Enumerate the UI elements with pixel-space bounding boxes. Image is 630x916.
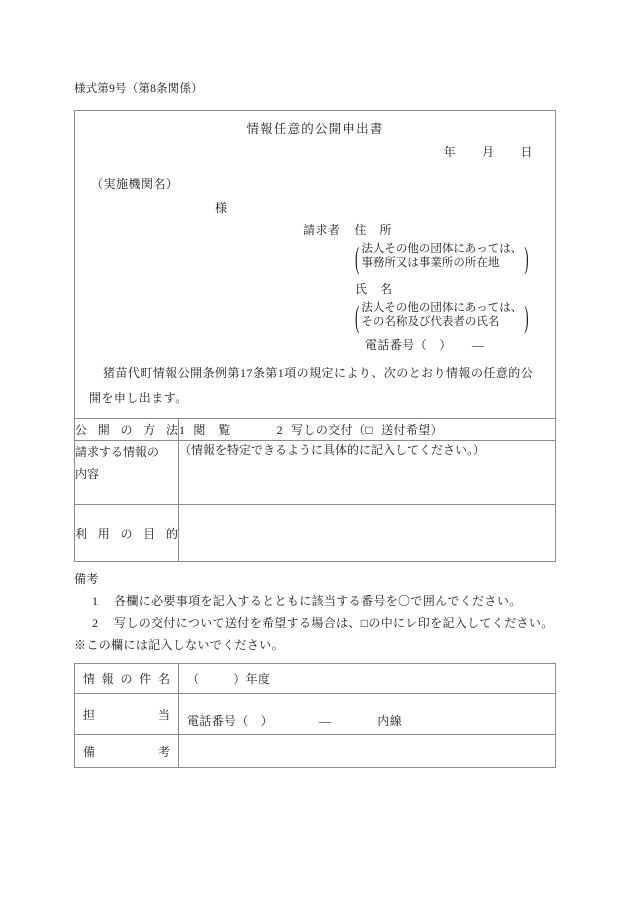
name-note-line1: 法人その他の団体にあっては、 <box>361 302 523 314</box>
staff-row <box>75 694 556 735</box>
office-remarks-field[interactable] <box>179 735 556 768</box>
content-hint-text: （情報を特定できるように具体的に記入してください。） <box>179 443 486 457</box>
label-char: 開 <box>97 423 110 437</box>
name-note <box>355 297 551 333</box>
disclosure-method-row <box>75 419 556 441</box>
office-use-table <box>74 663 556 768</box>
form-header-cell <box>75 111 556 419</box>
option-1-number: 1 <box>179 423 186 437</box>
office-remarks-row <box>75 735 556 768</box>
label-char: 方 <box>143 423 156 437</box>
disclosure-method-label <box>75 419 179 441</box>
telephone-dash: ― <box>471 338 485 352</box>
applicant-name-row <box>303 280 551 297</box>
date-month-label: 月 <box>481 145 495 159</box>
label-char: 用 <box>97 526 110 541</box>
staff-label-left: 担 <box>83 707 96 722</box>
applicant-address-row <box>303 221 551 238</box>
telephone-row <box>365 336 551 353</box>
name-note-text <box>361 301 522 329</box>
label-char: 名 <box>157 672 170 686</box>
address-note <box>355 238 551 274</box>
office-remarks-label <box>75 735 179 768</box>
fiscal-year-paren-close: ）年度 <box>233 672 271 686</box>
requested-content-field[interactable] <box>179 441 556 505</box>
remarks-item-1-number: 1 <box>92 594 99 608</box>
remarks-section <box>74 568 574 656</box>
statement-body: 猪苗代町情報公開条例第17条第1項の規定により、次のとおり情報の任意的公開を申し出ます。 <box>89 366 534 405</box>
disclosure-method-options[interactable] <box>179 419 556 441</box>
bracket-left-icon: ( <box>355 297 360 333</box>
office-use-note: ※この欄には記入しないでください。 <box>74 638 284 652</box>
document-title: 情報任意的公開申出書 <box>246 122 384 136</box>
content-label-line1: 請求する情報の <box>75 445 160 459</box>
office-remarks-label-right: 考 <box>157 744 170 759</box>
purpose-label <box>75 505 179 562</box>
form-header-row <box>75 111 556 419</box>
name-note-line2: その名称及び代表者の氏名 <box>361 316 500 328</box>
staff-label-right: 当 <box>157 707 170 722</box>
address-label: 住 所 <box>354 223 393 237</box>
requester-label: 請求者 <box>303 223 341 237</box>
application-form-table <box>74 110 556 562</box>
label-char: 情 <box>83 672 96 686</box>
subject-label <box>75 664 179 694</box>
remarks-item-1-text: 各欄に必要事項を記入するとともに該当する番号を〇で囲んでください。 <box>114 594 522 608</box>
staff-extension-label: 内線 <box>377 714 403 728</box>
bracket-right-icon: ) <box>524 238 529 274</box>
honorific-label: 様 <box>215 201 228 215</box>
purpose-row <box>75 505 556 562</box>
address-note-line2: 事務所又は事業所の所在地 <box>361 257 500 269</box>
subject-row <box>75 664 556 694</box>
address-note-line1: 法人その他の団体にあっては、 <box>361 243 523 255</box>
staff-label <box>75 694 179 735</box>
applicant-block <box>303 221 551 353</box>
staff-telephone-label: 電話番号（ ） <box>187 714 274 728</box>
staff-telephone-field[interactable] <box>179 694 556 735</box>
remarks-item-2-number: 2 <box>92 616 99 630</box>
subject-field[interactable] <box>179 664 556 694</box>
requested-content-label <box>75 441 179 505</box>
date-year-label: 年 <box>443 145 456 159</box>
bracket-left-icon: ( <box>355 238 360 274</box>
remarks-item-1 <box>74 590 574 612</box>
label-char: の <box>120 526 133 541</box>
requested-content-row <box>75 441 556 505</box>
option-2-number: 2 <box>276 423 284 437</box>
form-number: 様式第9号（第8条関係） <box>74 83 203 95</box>
date-line <box>443 143 533 160</box>
address-note-text <box>361 242 522 270</box>
date-day-label: 日 <box>520 145 533 159</box>
label-char: 法 <box>165 423 178 437</box>
remarks-item-2-text: 写しの交付について送付を希望する場合は、□の中にレ印を記入してください。 <box>114 616 554 630</box>
fiscal-year-paren-open: （ <box>187 672 200 686</box>
telephone-label: 電話番号（ ） <box>365 338 452 352</box>
label-char: の <box>120 672 133 686</box>
remarks-item-2 <box>74 612 574 634</box>
option-1-label[interactable]: 閲 覧 <box>193 423 231 437</box>
label-char: 利 <box>75 526 88 541</box>
label-char: 公 <box>75 423 88 437</box>
label-char: 件 <box>139 672 152 686</box>
office-remarks-label-left: 備 <box>83 744 96 759</box>
option-2-suffix: 送付希望） <box>381 423 444 437</box>
remarks-title: 備考 <box>74 572 99 586</box>
label-char: 報 <box>101 672 114 686</box>
label-char: の <box>120 423 133 437</box>
label-char: 目 <box>143 526 156 541</box>
option-2-label[interactable]: 写しの交付（□ <box>291 423 374 437</box>
content-label-line2: 内容 <box>75 467 100 481</box>
agency-name-label: （実施機関名） <box>91 177 179 191</box>
bracket-right-icon: ) <box>524 297 529 333</box>
name-label: 氏 名 <box>355 282 393 296</box>
purpose-field[interactable] <box>179 505 556 562</box>
staff-telephone-dash: ― <box>319 714 332 728</box>
label-char: 的 <box>165 526 178 541</box>
